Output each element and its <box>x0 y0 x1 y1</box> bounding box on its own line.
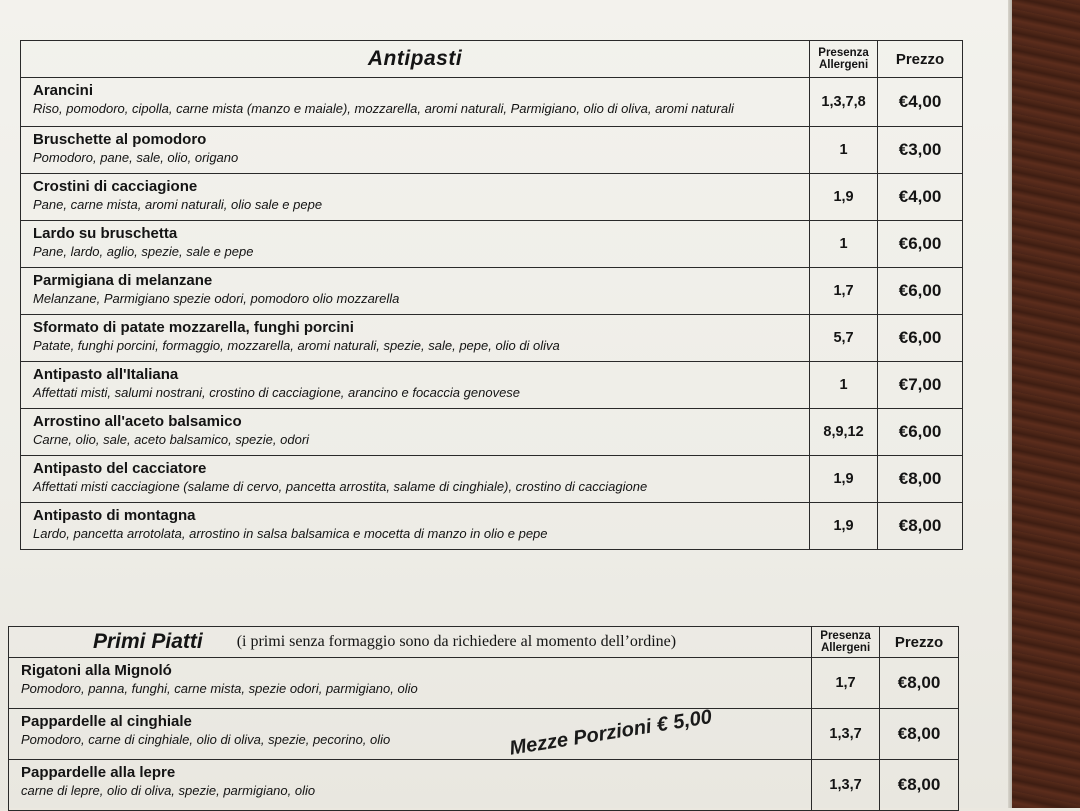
menu-item-row <box>21 409 963 456</box>
item-description: Riso, pomodoro, cipolla, carne mista (manzo e maiale), mozzarella, aromi naturali, Parmigiano, olio di oliva, aromi naturali <box>33 101 734 116</box>
item-description: Affettati misti cacciagione (salame di cervo, pancetta arrostita, salame di cinghiale), crostino di cacciagione <box>33 479 648 494</box>
menu-item <box>21 503 810 550</box>
menu-item-row <box>21 127 963 174</box>
menu-item <box>21 409 810 456</box>
menu-item <box>21 221 810 268</box>
menu-item <box>21 268 810 315</box>
item-description: carne di lepre, olio di oliva, spezie, parmigiano, olio <box>21 783 316 798</box>
price-column-header: Prezzo <box>878 41 963 78</box>
menu-item <box>9 658 812 709</box>
item-name: Parmigiana di melanzane <box>33 272 213 289</box>
item-name: Pappardelle alla lepre <box>21 764 176 781</box>
menu-item <box>21 315 810 362</box>
allergen-column-header: Presenza Allergeni <box>812 627 880 658</box>
item-name: Bruschette al pomodoro <box>33 131 207 148</box>
menu-item <box>21 362 810 409</box>
item-price: €4,00 <box>878 174 963 221</box>
wooden-table-background <box>1012 0 1080 808</box>
menu-item-row <box>21 456 963 503</box>
item-name: Pappardelle al cinghiale <box>21 713 192 730</box>
item-price: €7,00 <box>878 362 963 409</box>
item-price: €3,00 <box>878 127 963 174</box>
price-column-header: Prezzo <box>880 627 959 658</box>
primi-header-cell <box>9 627 812 658</box>
item-price: €6,00 <box>878 221 963 268</box>
item-price: €8,00 <box>880 709 959 760</box>
item-description: Pomodoro, carne di cinghiale, olio di oliva, spezie, pecorino, olio <box>21 732 391 747</box>
menu-item-row <box>21 221 963 268</box>
item-name: Arrostino all'aceto balsamico <box>33 413 242 430</box>
item-allergens: 1,7 <box>810 268 878 315</box>
primi-header-row <box>9 627 959 658</box>
item-name: Lardo su bruschetta <box>33 225 178 242</box>
item-name: Antipasto all'Italiana <box>33 366 179 383</box>
menu-item-row <box>9 658 959 709</box>
item-allergens: 1 <box>810 221 878 268</box>
antipasti-title: Antipasti <box>21 41 810 78</box>
item-price: €6,00 <box>878 315 963 362</box>
menu-item-row <box>21 503 963 550</box>
primi-title: Primi Piatti <box>93 630 203 653</box>
item-description: Pomodoro, panna, funghi, carne mista, spezie odori, parmigiano, olio <box>21 681 418 696</box>
menu-item <box>21 78 810 127</box>
item-description: Pane, carne mista, aromi naturali, olio sale e pepe <box>33 197 323 212</box>
antipasti-table <box>20 40 963 550</box>
menu-item <box>21 456 810 503</box>
item-name: Arancini <box>33 82 94 99</box>
menu-item-row <box>21 268 963 315</box>
menu-item-row <box>21 315 963 362</box>
menu-item-row <box>21 78 963 127</box>
item-name: Antipasto di montagna <box>33 507 196 524</box>
item-allergens: 1,7 <box>812 658 880 709</box>
item-description: Patate, funghi porcini, formaggio, mozzarella, aromi naturali, spezie, sale, pepe, olio di oliva <box>33 338 560 353</box>
item-description: Melanzane, Parmigiano spezie odori, pomodoro olio mozzarella <box>33 291 400 306</box>
menu-item-row <box>9 760 959 811</box>
item-allergens: 1 <box>810 362 878 409</box>
item-price: €4,00 <box>878 78 963 127</box>
item-allergens: 1,9 <box>810 503 878 550</box>
item-price: €6,00 <box>878 409 963 456</box>
item-name: Antipasto del cacciatore <box>33 460 207 477</box>
primi-note: (i primi senza formaggio sono da richiedere al momento dell’ordine) <box>236 633 677 650</box>
item-name: Sformato di patate mozzarella, funghi porcini <box>33 319 354 336</box>
primi-piatti-table <box>8 626 959 811</box>
antipasti-header-row <box>21 41 963 78</box>
menu-item-row <box>21 174 963 221</box>
item-allergens: 5,7 <box>810 315 878 362</box>
item-description: Pomodoro, pane, sale, olio, origano <box>33 150 239 165</box>
item-description: Affettati misti, salumi nostrani, crostino di cacciagione, arancino e focaccia genovese <box>33 385 521 400</box>
item-price: €8,00 <box>880 760 959 811</box>
item-name: Crostini di cacciagione <box>33 178 198 195</box>
item-description: Lardo, pancetta arrotolata, arrostino in salsa balsamica e mocetta di manzo in olio e pepe <box>33 526 548 541</box>
item-allergens: 1,3,7 <box>812 760 880 811</box>
allergen-column-header: Presenza Allergeni <box>810 41 878 78</box>
item-price: €8,00 <box>878 503 963 550</box>
item-allergens: 1,9 <box>810 174 878 221</box>
item-price: €8,00 <box>878 456 963 503</box>
item-name: Rigatoni alla Mignoló <box>21 662 172 679</box>
item-allergens: 1 <box>810 127 878 174</box>
item-description: Pane, lardo, aglio, spezie, sale e pepe <box>33 244 254 259</box>
menu-item <box>21 174 810 221</box>
menu-item <box>9 760 812 811</box>
item-allergens: 1,3,7 <box>812 709 880 760</box>
item-price: €6,00 <box>878 268 963 315</box>
item-description: Carne, olio, sale, aceto balsamico, spezie, odori <box>33 432 310 447</box>
menu-item-row <box>21 362 963 409</box>
item-allergens: 1,9 <box>810 456 878 503</box>
menu-item <box>21 127 810 174</box>
item-allergens: 8,9,12 <box>810 409 878 456</box>
handwritten-half-portions-note: Mezze Porzioni € 5,00 <box>508 706 714 760</box>
item-price: €8,00 <box>880 658 959 709</box>
item-allergens: 1,3,7,8 <box>810 78 878 127</box>
menu-item-row <box>9 709 959 760</box>
